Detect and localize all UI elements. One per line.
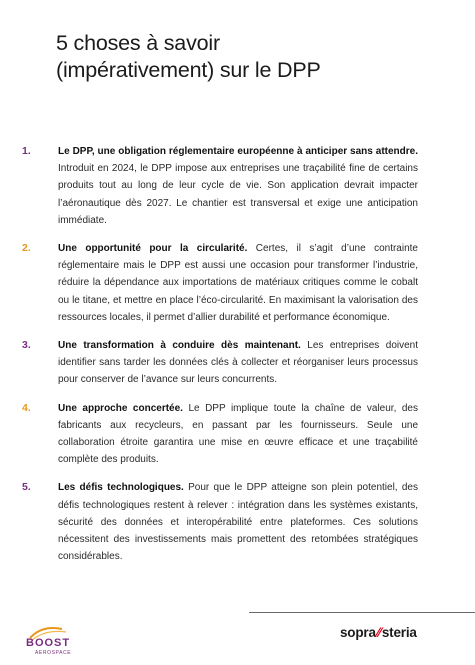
item-body: Le DPP implique toute la chaîne de valeur, des fabricants aux recycleurs, en passant par les fournisseurs. Seule une collaboration étroite garantira une mise en œuvre efficace et une traçabilité complète des produits.: [58, 402, 418, 466]
item-body: Certes, il s’agit d’une contrainte réglementaire mais le DPP est aussi une occasion pour transformer l’industrie, réduire la dépendance aux importations de matériaux critiques comme le cobalt ou le titane, et mettre en place l’éco-circularité. En maximisant la valorisation des ressources locales, il permet d’allier durabilité et performance économique.: [58, 243, 418, 323]
numbered-list: [22, 143, 418, 576]
list-item: [22, 479, 418, 565]
footer-divider: [249, 612, 475, 613]
item-body: Les entreprises doivent identifier sans tarder les données clés à collecter et réorganiser leurs processus pour conserver de l’avance sur leurs concurrents.: [58, 340, 419, 386]
page-title: [56, 30, 436, 84]
item-number: 5.: [22, 481, 31, 494]
title-line-2: (impérativement) sur le DPP: [56, 58, 321, 82]
list-item: [22, 337, 418, 389]
item-number: 2.: [22, 242, 31, 255]
item-text: [58, 240, 418, 326]
item-body: Introduit en 2024, le DPP impose aux entreprises une traçabilité fine de certains produits tout au long de leur cycle de vie. Son application devrait impacter l’aéronautique dès 2027. Le chantier est transversal et exige une anticipation immédiate.: [58, 163, 418, 226]
item-heading: Une approche concertée.: [58, 402, 183, 414]
list-item: [22, 143, 418, 229]
sopra-separator-icon: ⁄⁄: [376, 625, 381, 640]
item-heading: Le DPP, une obligation réglementaire européenne à anticiper sans attendre.: [58, 146, 418, 157]
item-text: [58, 479, 418, 565]
item-heading: Les défis technologiques.: [58, 482, 184, 494]
steria-text: steria: [381, 625, 417, 640]
sopra-steria-logo: [340, 625, 417, 640]
title-line-1: 5 choses à savoir: [56, 31, 220, 55]
item-number: 1.: [22, 145, 31, 157]
item-text: [58, 337, 418, 389]
item-body: Pour que le DPP atteigne son plein potentiel, des défis technologiques restent à relever : intégration dans les systèmes existants, sécurité des données et interopérabilité entre plateformes. Ces solutions nécessitent des investissements mais promettent des retombées stratégiques considérables.: [58, 482, 418, 563]
item-heading: Une opportunité pour la circularité.: [58, 243, 248, 255]
item-text: [58, 143, 418, 229]
item-text: [58, 400, 418, 469]
list-item: [22, 240, 418, 326]
list-item: [22, 400, 418, 469]
item-number: 4.: [22, 401, 31, 414]
boost-logo-subtext: AEROSPACE: [35, 650, 72, 656]
item-heading: Une transformation à conduire dès maintenant.: [58, 340, 301, 352]
boost-logo-text: BOOST: [26, 637, 71, 649]
sopra-text: sopra: [340, 625, 376, 640]
item-number: 3.: [22, 339, 31, 352]
boost-aerospace-logo: [22, 623, 90, 659]
